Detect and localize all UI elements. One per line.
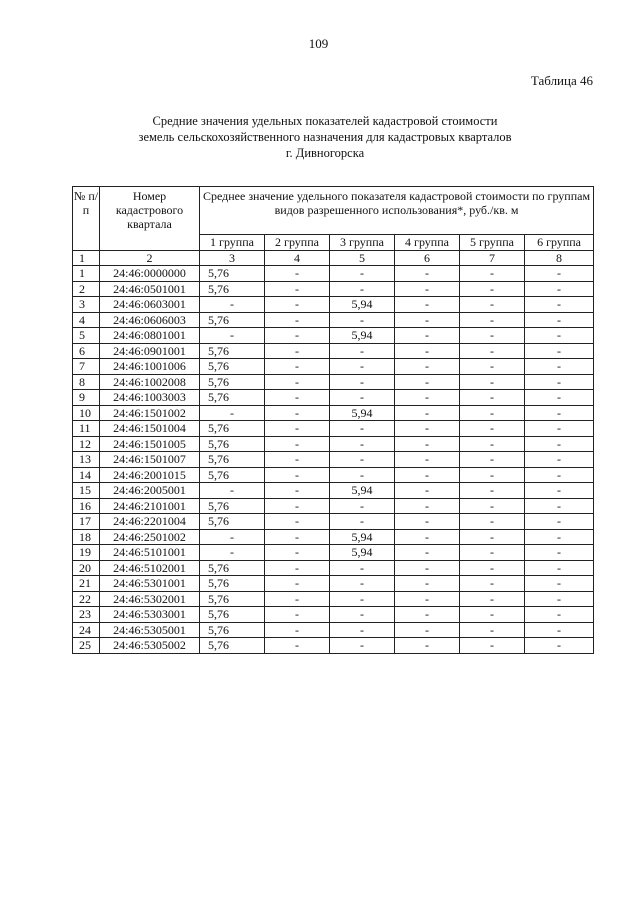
table-row xyxy=(73,622,594,638)
group-3-value: 5,94 xyxy=(330,529,395,545)
col-number-3: 3 xyxy=(200,250,265,266)
cadastral-quarter-code: 24:46:5101001 xyxy=(100,545,200,561)
group-4-value: - xyxy=(395,281,460,297)
group-1-value: 5,76 xyxy=(200,498,265,514)
group-2-value: - xyxy=(265,607,330,623)
cadastral-quarter-code: 24:46:2005001 xyxy=(100,483,200,499)
group-6-value: - xyxy=(525,576,594,592)
group-3-value: - xyxy=(330,467,395,483)
group-1-value: 5,76 xyxy=(200,281,265,297)
header-group-2: 2 группа xyxy=(265,235,330,251)
group-5-value: - xyxy=(460,266,525,282)
group-2-value: - xyxy=(265,529,330,545)
group-6-value: - xyxy=(525,483,594,499)
group-5-value: - xyxy=(460,421,525,437)
group-6-value: - xyxy=(525,545,594,561)
group-1-value: 5,76 xyxy=(200,622,265,638)
group-4-value: - xyxy=(395,622,460,638)
group-6-value: - xyxy=(525,390,594,406)
group-6-value: - xyxy=(525,622,594,638)
table-row xyxy=(73,483,594,499)
col-number-7: 7 xyxy=(460,250,525,266)
table-body xyxy=(73,266,594,654)
group-1-value: 5,76 xyxy=(200,374,265,390)
row-number: 22 xyxy=(73,591,100,607)
group-3-value: - xyxy=(330,436,395,452)
group-4-value: - xyxy=(395,312,460,328)
group-3-value: - xyxy=(330,421,395,437)
group-5-value: - xyxy=(460,638,525,654)
cadastral-quarter-code: 24:46:1501004 xyxy=(100,421,200,437)
cadastral-quarter-code: 24:46:2201004 xyxy=(100,514,200,530)
group-1-value: 5,76 xyxy=(200,638,265,654)
row-number: 16 xyxy=(73,498,100,514)
cadastral-quarter-code: 24:46:1003003 xyxy=(100,390,200,406)
group-6-value: - xyxy=(525,359,594,375)
group-6-value: - xyxy=(525,405,594,421)
group-3-value: - xyxy=(330,281,395,297)
group-3-value: 5,94 xyxy=(330,545,395,561)
header-group-3: 3 группа xyxy=(330,235,395,251)
cadastral-quarter-code: 24:46:5102001 xyxy=(100,560,200,576)
group-1-value: - xyxy=(200,297,265,313)
group-4-value: - xyxy=(395,421,460,437)
group-1-value: 5,76 xyxy=(200,607,265,623)
group-2-value: - xyxy=(265,436,330,452)
group-6-value: - xyxy=(525,498,594,514)
group-2-value: - xyxy=(265,498,330,514)
row-number: 18 xyxy=(73,529,100,545)
group-1-value: - xyxy=(200,483,265,499)
group-2-value: - xyxy=(265,328,330,344)
group-6-value: - xyxy=(525,607,594,623)
cadastral-quarter-code: 24:46:0000000 xyxy=(100,266,200,282)
group-1-value: 5,76 xyxy=(200,591,265,607)
group-2-value: - xyxy=(265,622,330,638)
col-number-4: 4 xyxy=(265,250,330,266)
row-number: 6 xyxy=(73,343,100,359)
group-1-value: 5,76 xyxy=(200,452,265,468)
group-2-value: - xyxy=(265,266,330,282)
group-1-value: - xyxy=(200,529,265,545)
header-row-main xyxy=(73,187,594,235)
cadastral-quarter-code: 24:46:1501007 xyxy=(100,452,200,468)
group-3-value: - xyxy=(330,607,395,623)
group-1-value: 5,76 xyxy=(200,467,265,483)
table-row xyxy=(73,529,594,545)
table-row xyxy=(73,405,594,421)
cadastral-quarter-code: 24:46:0801001 xyxy=(100,328,200,344)
row-number: 8 xyxy=(73,374,100,390)
group-1-value: 5,76 xyxy=(200,576,265,592)
group-3-value: - xyxy=(330,514,395,530)
table-row xyxy=(73,576,594,592)
row-number: 4 xyxy=(73,312,100,328)
group-5-value: - xyxy=(460,560,525,576)
group-5-value: - xyxy=(460,483,525,499)
header-group-4: 4 группа xyxy=(395,235,460,251)
title-line-3: г. Дивногорска xyxy=(285,146,365,160)
group-1-value: 5,76 xyxy=(200,312,265,328)
group-5-value: - xyxy=(460,436,525,452)
table-row xyxy=(73,545,594,561)
group-4-value: - xyxy=(395,545,460,561)
cadastral-quarter-code: 24:46:1501002 xyxy=(100,405,200,421)
group-1-value: - xyxy=(200,328,265,344)
group-1-value: - xyxy=(200,545,265,561)
table-row xyxy=(73,343,594,359)
group-5-value: - xyxy=(460,498,525,514)
col-number-1: 1 xyxy=(73,250,100,266)
group-3-value: - xyxy=(330,560,395,576)
table-row xyxy=(73,359,594,375)
group-2-value: - xyxy=(265,312,330,328)
group-4-value: - xyxy=(395,576,460,592)
group-5-value: - xyxy=(460,591,525,607)
table-row xyxy=(73,560,594,576)
cadastral-quarter-code: 24:46:5305002 xyxy=(100,638,200,654)
group-4-value: - xyxy=(395,514,460,530)
group-5-value: - xyxy=(460,374,525,390)
table-row xyxy=(73,514,594,530)
group-5-value: - xyxy=(460,359,525,375)
group-1-value: 5,76 xyxy=(200,560,265,576)
group-3-value: - xyxy=(330,498,395,514)
cadastral-quarter-code: 24:46:1001006 xyxy=(100,359,200,375)
row-number: 1 xyxy=(73,266,100,282)
cadastral-quarter-code: 24:46:5301001 xyxy=(100,576,200,592)
col-number-6: 6 xyxy=(395,250,460,266)
group-2-value: - xyxy=(265,560,330,576)
group-5-value: - xyxy=(460,467,525,483)
group-4-value: - xyxy=(395,374,460,390)
group-4-value: - xyxy=(395,359,460,375)
group-4-value: - xyxy=(395,591,460,607)
group-3-value: - xyxy=(330,576,395,592)
row-number: 13 xyxy=(73,452,100,468)
table-row xyxy=(73,297,594,313)
row-number: 11 xyxy=(73,421,100,437)
group-3-value: - xyxy=(330,312,395,328)
group-3-value: - xyxy=(330,622,395,638)
group-2-value: - xyxy=(265,281,330,297)
row-number: 5 xyxy=(73,328,100,344)
header-group-1: 1 группа xyxy=(200,235,265,251)
table-row xyxy=(73,638,594,654)
group-3-value: - xyxy=(330,638,395,654)
group-6-value: - xyxy=(525,591,594,607)
row-number: 12 xyxy=(73,436,100,452)
group-4-value: - xyxy=(395,607,460,623)
col-number-2: 2 xyxy=(100,250,200,266)
group-6-value: - xyxy=(525,529,594,545)
group-6-value: - xyxy=(525,312,594,328)
row-number: 2 xyxy=(73,281,100,297)
group-5-value: - xyxy=(460,452,525,468)
group-6-value: - xyxy=(525,281,594,297)
group-5-value: - xyxy=(460,281,525,297)
cadastral-quarter-code: 24:46:2001015 xyxy=(100,467,200,483)
group-4-value: - xyxy=(395,467,460,483)
col-number-8: 8 xyxy=(525,250,594,266)
group-3-value: 5,94 xyxy=(330,483,395,499)
group-4-value: - xyxy=(395,483,460,499)
group-3-value: - xyxy=(330,374,395,390)
cadastral-quarter-code: 24:46:5305001 xyxy=(100,622,200,638)
table-row xyxy=(73,436,594,452)
group-3-value: - xyxy=(330,390,395,406)
group-1-value: 5,76 xyxy=(200,436,265,452)
group-4-value: - xyxy=(395,390,460,406)
page-number: 109 xyxy=(308,36,329,51)
group-1-value: - xyxy=(200,405,265,421)
table-row xyxy=(73,374,594,390)
table-row xyxy=(73,591,594,607)
row-number: 14 xyxy=(73,467,100,483)
group-4-value: - xyxy=(395,436,460,452)
group-6-value: - xyxy=(525,436,594,452)
table-label: Таблица 46 xyxy=(530,73,593,88)
group-5-value: - xyxy=(460,576,525,592)
cadastral-quarter-code: 24:46:5302001 xyxy=(100,591,200,607)
cadastral-quarter-code: 24:46:0603001 xyxy=(100,297,200,313)
table-row xyxy=(73,467,594,483)
group-5-value: - xyxy=(460,514,525,530)
document-title xyxy=(60,113,590,161)
group-6-value: - xyxy=(525,638,594,654)
row-number: 7 xyxy=(73,359,100,375)
group-3-value: - xyxy=(330,343,395,359)
group-2-value: - xyxy=(265,359,330,375)
cadastral-quarter-code: 24:46:2101001 xyxy=(100,498,200,514)
group-2-value: - xyxy=(265,343,330,359)
cadastral-value-table xyxy=(72,186,594,654)
table-row xyxy=(73,312,594,328)
group-3-value: - xyxy=(330,266,395,282)
group-5-value: - xyxy=(460,405,525,421)
row-number: 17 xyxy=(73,514,100,530)
group-2-value: - xyxy=(265,374,330,390)
group-2-value: - xyxy=(265,514,330,530)
row-number: 10 xyxy=(73,405,100,421)
group-6-value: - xyxy=(525,266,594,282)
group-3-value: - xyxy=(330,359,395,375)
title-line-1: Средние значения удельных показателей кадастровой стоимости xyxy=(152,114,498,128)
cadastral-quarter-code: 24:46:2501002 xyxy=(100,529,200,545)
group-6-value: - xyxy=(525,374,594,390)
table-row xyxy=(73,498,594,514)
group-2-value: - xyxy=(265,483,330,499)
header-code: Номер кадастрового квартала xyxy=(100,187,200,251)
group-6-value: - xyxy=(525,421,594,437)
cadastral-quarter-code: 24:46:1501005 xyxy=(100,436,200,452)
group-6-value: - xyxy=(525,343,594,359)
row-number: 19 xyxy=(73,545,100,561)
table-row xyxy=(73,452,594,468)
cadastral-quarter-code: 24:46:5303001 xyxy=(100,607,200,623)
row-number: 15 xyxy=(73,483,100,499)
group-1-value: 5,76 xyxy=(200,266,265,282)
group-4-value: - xyxy=(395,560,460,576)
row-number: 25 xyxy=(73,638,100,654)
cadastral-quarter-code: 24:46:0501001 xyxy=(100,281,200,297)
group-2-value: - xyxy=(265,467,330,483)
group-4-value: - xyxy=(395,529,460,545)
group-2-value: - xyxy=(265,452,330,468)
group-2-value: - xyxy=(265,545,330,561)
col-number-5: 5 xyxy=(330,250,395,266)
row-number: 21 xyxy=(73,576,100,592)
group-5-value: - xyxy=(460,545,525,561)
group-5-value: - xyxy=(460,622,525,638)
header-group-5: 5 группа xyxy=(460,235,525,251)
group-3-value: 5,94 xyxy=(330,405,395,421)
group-2-value: - xyxy=(265,421,330,437)
group-4-value: - xyxy=(395,638,460,654)
header-num: № п/п xyxy=(73,187,100,251)
group-5-value: - xyxy=(460,529,525,545)
group-2-value: - xyxy=(265,297,330,313)
table-row xyxy=(73,328,594,344)
table-row xyxy=(73,390,594,406)
group-3-value: - xyxy=(330,591,395,607)
group-2-value: - xyxy=(265,390,330,406)
row-number: 20 xyxy=(73,560,100,576)
group-1-value: 5,76 xyxy=(200,359,265,375)
group-5-value: - xyxy=(460,312,525,328)
group-4-value: - xyxy=(395,297,460,313)
table-row xyxy=(73,607,594,623)
group-6-value: - xyxy=(525,328,594,344)
row-number: 23 xyxy=(73,607,100,623)
group-3-value: - xyxy=(330,452,395,468)
group-4-value: - xyxy=(395,498,460,514)
group-5-value: - xyxy=(460,343,525,359)
header-row-col-numbers xyxy=(73,250,594,266)
group-1-value: 5,76 xyxy=(200,390,265,406)
group-6-value: - xyxy=(525,514,594,530)
group-4-value: - xyxy=(395,266,460,282)
group-6-value: - xyxy=(525,297,594,313)
group-4-value: - xyxy=(395,328,460,344)
group-1-value: 5,76 xyxy=(200,421,265,437)
group-3-value: 5,94 xyxy=(330,297,395,313)
group-4-value: - xyxy=(395,343,460,359)
group-2-value: - xyxy=(265,576,330,592)
cadastral-quarter-code: 24:46:0606003 xyxy=(100,312,200,328)
group-5-value: - xyxy=(460,328,525,344)
group-5-value: - xyxy=(460,297,525,313)
group-6-value: - xyxy=(525,560,594,576)
cadastral-quarter-code: 24:46:0901001 xyxy=(100,343,200,359)
table-row xyxy=(73,266,594,282)
table-row xyxy=(73,281,594,297)
row-number: 9 xyxy=(73,390,100,406)
group-5-value: - xyxy=(460,607,525,623)
header-value-group: Среднее значение удельного показателя кадастровой стоимости по группам видов разрешенного использования*, руб./кв. м xyxy=(200,187,594,235)
group-4-value: - xyxy=(395,452,460,468)
group-2-value: - xyxy=(265,405,330,421)
group-2-value: - xyxy=(265,638,330,654)
table-row xyxy=(73,421,594,437)
group-6-value: - xyxy=(525,452,594,468)
group-2-value: - xyxy=(265,591,330,607)
group-6-value: - xyxy=(525,467,594,483)
row-number: 24 xyxy=(73,622,100,638)
cadastral-quarter-code: 24:46:1002008 xyxy=(100,374,200,390)
title-line-2: земель сельскохозяйственного назначения для кадастровых кварталов xyxy=(138,130,512,144)
row-number: 3 xyxy=(73,297,100,313)
group-1-value: 5,76 xyxy=(200,343,265,359)
group-3-value: 5,94 xyxy=(330,328,395,344)
group-5-value: - xyxy=(460,390,525,406)
group-1-value: 5,76 xyxy=(200,514,265,530)
group-4-value: - xyxy=(395,405,460,421)
header-group-6: 6 группа xyxy=(525,235,594,251)
